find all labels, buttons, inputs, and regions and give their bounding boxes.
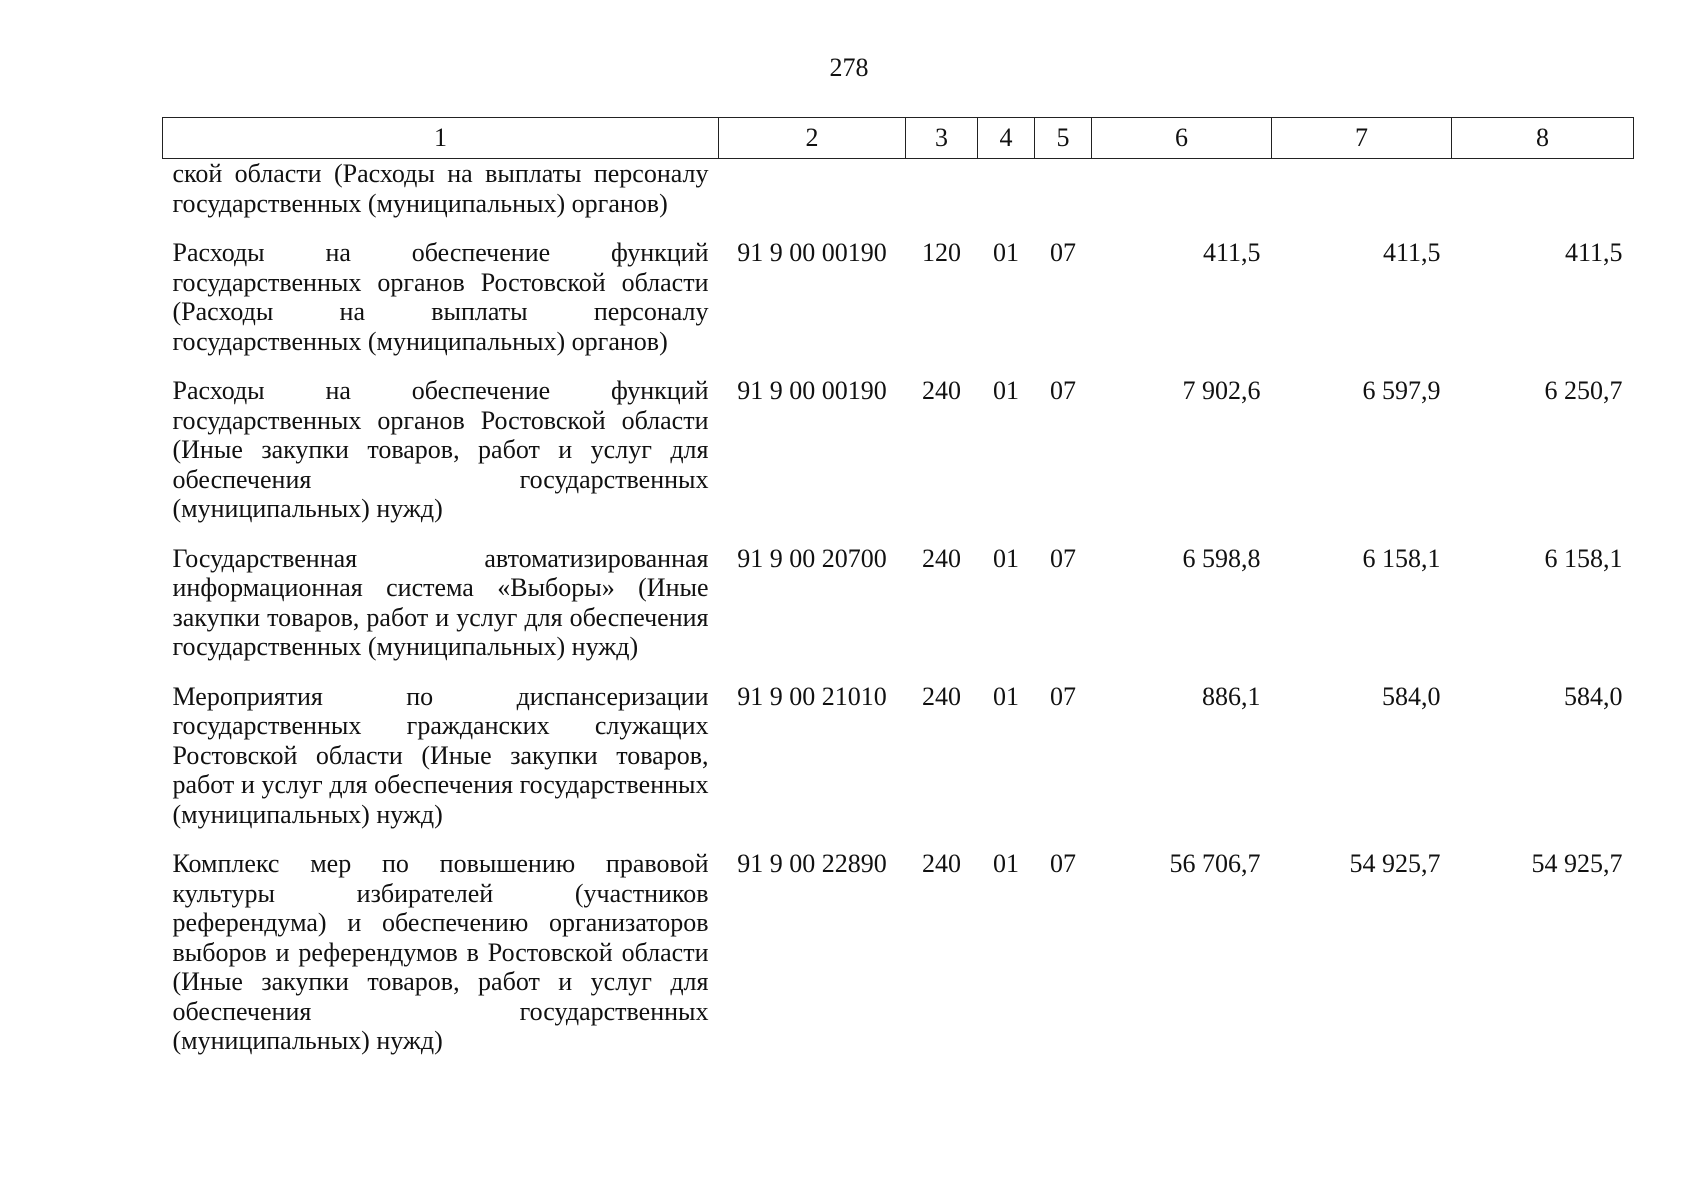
budget-table [162, 117, 1634, 1066]
row-amount-1 [1092, 159, 1272, 229]
row-type: 240 [922, 681, 961, 711]
row-amount-2: 6 597,9 [1362, 376, 1441, 405]
row-subsection: 07 [1050, 376, 1076, 405]
row-section: 01 [993, 376, 1019, 405]
row-amount-2 [1272, 159, 1452, 229]
row-section: 01 [993, 238, 1019, 267]
column-header-7: 7 [1272, 118, 1452, 159]
row-subsection: 07 [1050, 238, 1076, 267]
row-amount-1: 7 902,6 [1182, 376, 1261, 405]
row-section [978, 159, 1035, 229]
column-header-6: 6 [1092, 118, 1272, 159]
row-code: 91 9 00 20700 [737, 543, 887, 573]
table-row [163, 534, 1634, 672]
row-description: Расходы на обеспечение функций государственных органов Ростовской области (Расходы на выплаты персоналу государственных (муниципальных) органов) [172, 238, 709, 356]
row-subsection: 07 [1050, 849, 1076, 878]
table-header-row [163, 118, 1634, 159]
column-header-4: 4 [978, 118, 1035, 159]
row-section: 01 [993, 681, 1019, 711]
column-header-1: 1 [163, 118, 719, 159]
row-amount-3: 6 250,7 [1544, 376, 1623, 405]
row-code: 91 9 00 00190 [737, 238, 887, 267]
row-amount-2: 54 925,7 [1349, 849, 1441, 878]
row-type: 120 [922, 238, 961, 267]
row-code: 91 9 00 22890 [737, 849, 887, 878]
row-amount-3: 584,0 [1564, 681, 1623, 711]
row-code: 91 9 00 00190 [737, 376, 887, 405]
row-code: 91 9 00 21010 [737, 681, 887, 711]
row-amount-1: 56 706,7 [1169, 849, 1261, 878]
row-amount-3: 6 158,1 [1544, 543, 1623, 573]
column-header-2: 2 [719, 118, 906, 159]
row-amount-2: 584,0 [1382, 681, 1441, 711]
row-section: 01 [993, 543, 1019, 573]
row-amount-3: 411,5 [1564, 238, 1623, 267]
row-type: 240 [922, 376, 961, 405]
column-header-5: 5 [1035, 118, 1092, 159]
row-section: 01 [993, 849, 1019, 878]
table-row [163, 839, 1634, 1066]
row-amount-1: 411,5 [1202, 238, 1261, 267]
column-header-3: 3 [906, 118, 978, 159]
row-type: 240 [922, 849, 961, 878]
row-amount-1: 6 598,8 [1182, 543, 1261, 573]
row-type [906, 159, 978, 229]
row-type: 240 [922, 543, 961, 573]
row-description: Государственная автоматизированная информационная система «Выборы» (Иные закупки товаров, работ и услуг для обеспечения государственных (муниципальных) нужд) [172, 543, 709, 661]
row-amount-1: 886,1 [1202, 681, 1261, 711]
row-code [719, 159, 906, 229]
table-row [163, 366, 1634, 534]
row-description: ской области (Расходы на выплаты персоналу государственных (муниципальных) органов) [172, 159, 709, 218]
row-subsection: 07 [1050, 681, 1076, 711]
row-subsection: 07 [1050, 543, 1076, 573]
row-amount-3: 54 925,7 [1531, 849, 1623, 878]
row-amount-2: 411,5 [1382, 238, 1441, 267]
row-description: Комплекс мер по повышению правовой культуры избирателей (участников референдума) и обеспечению организаторов выборов и референдумов в Ростовской области (Иные закупки товаров, работ и услуг для обеспечения государственных (муниципальных) нужд) [172, 849, 709, 1055]
row-description: Расходы на обеспечение функций государственных органов Ростовской области (Иные закупки товаров, работ и услуг для обеспечения государственных (муниципальных) нужд) [172, 376, 709, 523]
table-row [163, 672, 1634, 840]
table-row [163, 228, 1634, 366]
row-description: Мероприятия по диспансеризации государственных гражданских служащих Ростовской области (Иные закупки товаров, работ и услуг для обеспечения государственных (муниципальных) нужд) [172, 681, 709, 829]
page-number: 278 [829, 53, 869, 82]
row-amount-2: 6 158,1 [1362, 543, 1441, 573]
row-subsection [1035, 159, 1092, 229]
column-header-8: 8 [1452, 118, 1634, 159]
table-row [163, 159, 1634, 229]
row-amount-3 [1452, 159, 1634, 229]
